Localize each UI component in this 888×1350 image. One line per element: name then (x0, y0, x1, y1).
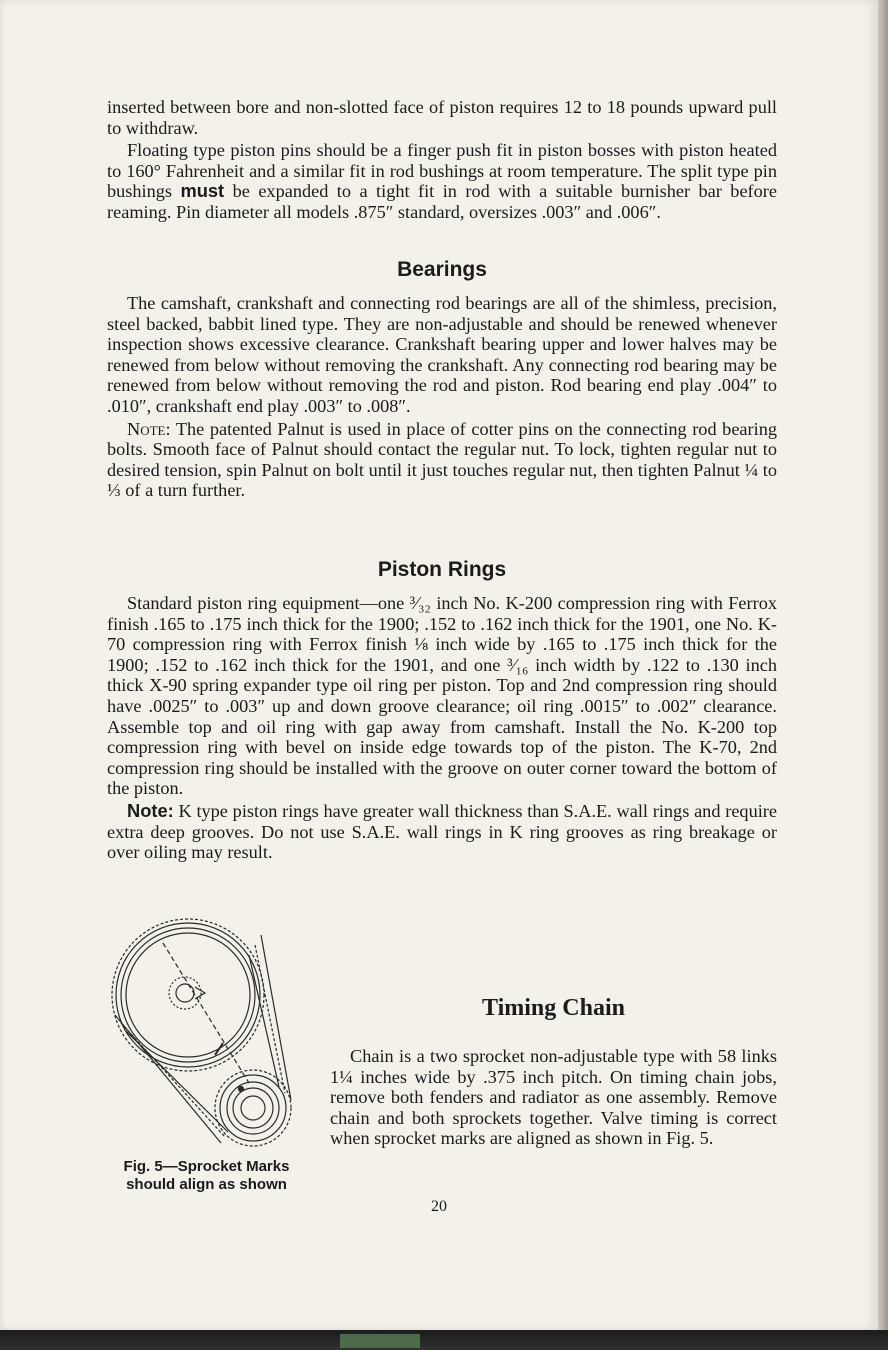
pins-paragraph-2 (107, 140, 777, 222)
piston-rings-note (107, 801, 777, 863)
bearings-note-label: Note: (127, 418, 171, 439)
piston-rings-section (107, 593, 777, 865)
piston-rings-note-text: K type piston rings have greater wall thickness than S.A.E. wall rings and require extra deep grooves. Do not use S.A.E. wall rings in K ring grooves as ring breakage or over oiling may result. (107, 800, 777, 863)
bearings-heading: Bearings (397, 258, 487, 281)
timing-chain-paragraph: Chain is a two sprocket non-adjustable type with 58 links 1¼ inches wide by .375 inch pitch. On timing chain jobs, remove both fenders and radiator as one assembly. Remove chain and both sprockets together. Valve timing is correct when sprocket marks are aligned as shown in Fig. 5. (330, 1046, 777, 1149)
pins-paragraph-2-a: Floating type piston pins should be a finger push fit in piston bosses with piston heated to 160° Fahrenheit and a similar fit in rod bushings at room temperature. The split type pin bushings (107, 140, 777, 202)
piston-rings-paragraph: Standard piston ring equipment—one ³⁄₃₂ inch No. K-200 compression ring with Ferrox finish .165 to .175 inch thick for the 1900; .152 to .162 inch thick for the 1901, one No. K-70 compression ring with Ferrox finish ⅛ inch wide by .165 to .175 inch thick for the 1900; .152 to .162 inch thick for the 1901, and one ³⁄₁₆ inch width by .122 to .130 inch thick X-90 spring expander type oil ring per piston. Top and 2nd compression ring should have .0025″ to .003″ up and down groove clearance; oil ring .0015″ to .002″ clearance. Assemble top and oil ring with gap away from camshaft. Install the No. K-200 top compression ring with bevel on inside edge towards top of the piston. The K-70, 2nd compression ring should be installed with the groove on outer corner toward the bottom of the piston. (107, 593, 777, 799)
timing-chain-section (330, 1046, 777, 1149)
bearings-paragraph: The camshaft, crankshaft and connecting rod bearings are all of the shimless, precision, steel backed, babbit lined type. They are non-adjustable and should be renewed whenever inspection shows excessive clearance. Crankshaft bearing upper and lower halves may be renewed from below without removing the crankshaft. Any connecting rod bearing may be renewed from below without removing the rod and piston. Rod bearing end play .004″ to .010″, crankshaft end play .003″ to .008″. (107, 293, 777, 416)
bearings-note-text: The patented Palnut is used in place of cotter pins on the connecting rod bearing bolts. Smooth face of Palnut should contact the regular nut. To lock, tighten regular nut to desired tension, spin Palnut on bolt until it just touches regular nut, then tighten Palnut ¼ to ⅓ of a turn further. (107, 418, 777, 501)
page-number: 20 (431, 1198, 447, 1215)
pins-emphasis: must (180, 180, 225, 202)
bottom-strip-accent (340, 1334, 420, 1348)
timing-chain-heading: Timing Chain (482, 995, 625, 1021)
piston-rings-heading: Piston Rings (377, 558, 507, 581)
pins-paragraph-1: inserted between bore and non-slotted face of piston requires 12 to 18 pounds upward pull to withdraw. (107, 97, 777, 138)
sprocket-diagram-icon (103, 915, 308, 1155)
figure-caption-line-2: should align as shown (126, 1176, 287, 1193)
pins-section (107, 97, 777, 225)
bottom-strip (0, 1330, 888, 1350)
figure-caption-line-1: Fig. 5—Sprocket Marks (123, 1158, 290, 1175)
page-edge (878, 0, 888, 1330)
bearings-section (107, 293, 777, 503)
figure-caption (104, 1158, 309, 1194)
pins-paragraph-2-b: be expanded to a tight fit in rod with a suitable burnisher bar before reaming. Pin diameter all models .875″ standard, oversizes .003″ and .006″. (107, 181, 777, 222)
piston-rings-note-label: Note: (127, 799, 174, 821)
bearings-note (107, 419, 777, 501)
